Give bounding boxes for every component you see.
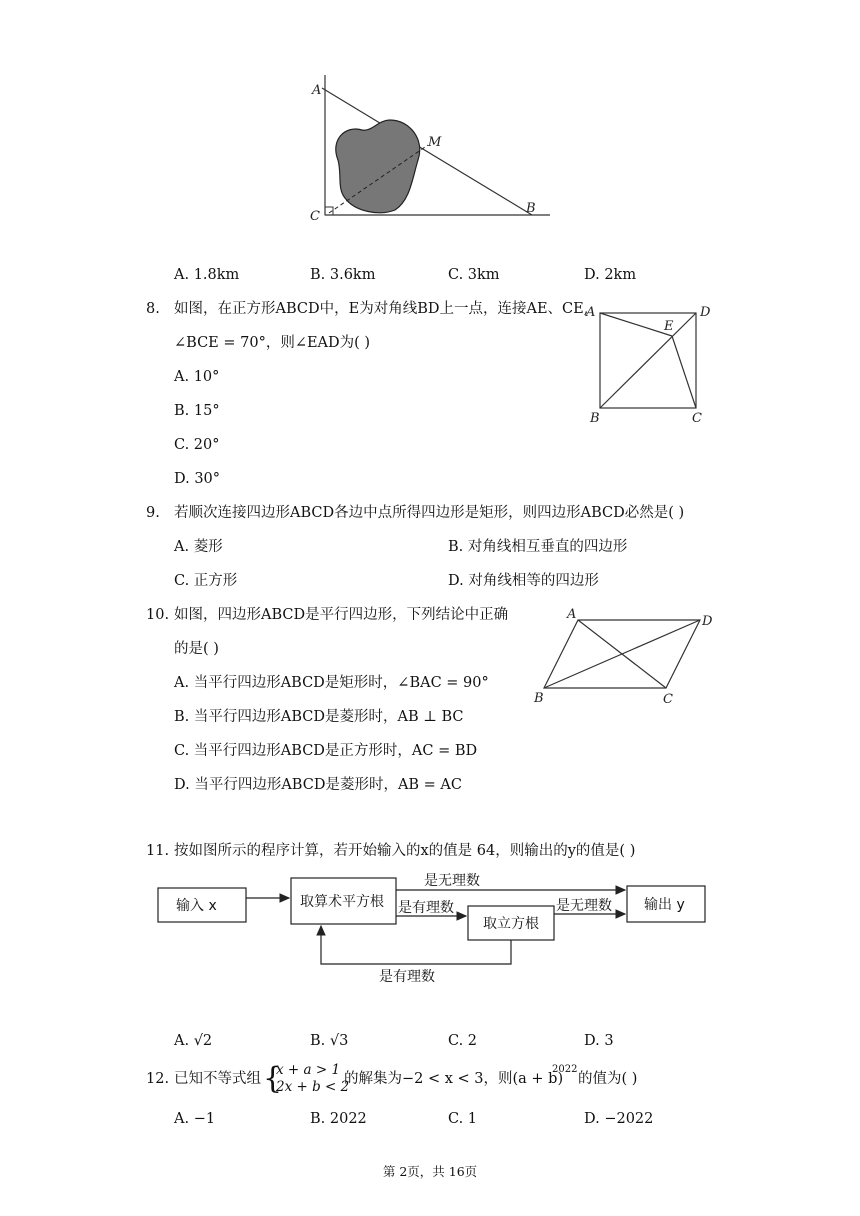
q11-text: 按如图所示的程序计算，若开始输入的x的值是 64，则输出的y的值是( ) bbox=[174, 843, 636, 859]
flow-label-rational-bottom: 是有理数 bbox=[379, 969, 435, 985]
flow-cube-box: 取立方根 bbox=[483, 916, 539, 932]
flowchart bbox=[150, 866, 715, 991]
q8-text-line2: ∠BCE = 70°，则∠EAD为( ) bbox=[174, 335, 371, 351]
pg-label-D: D bbox=[702, 614, 713, 629]
q11-option-b: B. √3 bbox=[310, 1033, 349, 1049]
flow-input-box: 输入 x bbox=[176, 898, 217, 914]
q11-option-a: A. √2 bbox=[174, 1033, 213, 1049]
sq-label-A: A bbox=[586, 305, 596, 320]
q12-system-line1: x + a > 1 bbox=[276, 1062, 341, 1078]
q7-option-d: D. 2km bbox=[584, 267, 637, 283]
q12-option-a: A. −1 bbox=[174, 1111, 216, 1127]
q12-suffix: 的解集为−2 < x < 3，则(a + b) bbox=[344, 1071, 564, 1087]
q8-option-c: C. 20° bbox=[174, 437, 220, 453]
q9-option-d: D. 对角线相等的四边形 bbox=[448, 573, 599, 589]
q11-number: 11. bbox=[146, 843, 170, 859]
q9-text: 若顺次连接四边形ABCD各边中点所得四边形是矩形，则四边形ABCD必然是( ) bbox=[174, 505, 685, 521]
q8-option-b: B. 15° bbox=[174, 403, 220, 419]
q12-option-b: B. 2022 bbox=[310, 1111, 367, 1127]
q8-number: 8. bbox=[146, 301, 160, 317]
square-figure bbox=[580, 298, 720, 428]
q11-option-c: C. 2 bbox=[448, 1033, 478, 1049]
flow-output-box: 输出 y bbox=[644, 897, 685, 913]
q12-prefix: 已知不等式组 bbox=[174, 1071, 261, 1087]
q10-option-d: D. 当平行四边形ABCD是菱形时，AB = AC bbox=[174, 777, 463, 793]
q8-text-line1: 如图，在正方形ABCD中，E为对角线BD上一点，连接AE、CE, bbox=[174, 301, 589, 317]
pg-label-B: B bbox=[534, 691, 544, 706]
q10-option-a: A. 当平行四边形ABCD是矩形时，∠BAC = 90° bbox=[174, 675, 489, 691]
page-footer: 第 2页，共 16页 bbox=[382, 1164, 478, 1179]
triangle-figure bbox=[300, 70, 560, 230]
sq-label-E: E bbox=[664, 319, 674, 334]
q8-option-d: D. 30° bbox=[174, 471, 221, 487]
label-M: M bbox=[428, 135, 442, 150]
q10-text-line2: 的是( ) bbox=[174, 641, 219, 657]
label-C: C bbox=[310, 209, 320, 224]
pg-label-C: C bbox=[663, 692, 673, 707]
flow-label-irrational-right: 是无理数 bbox=[556, 898, 612, 914]
flow-label-rational-mid: 是有理数 bbox=[398, 900, 454, 916]
q12-tail: 的值为( ) bbox=[578, 1071, 638, 1087]
q12-option-d: D. −2022 bbox=[584, 1111, 654, 1127]
q10-number: 10. bbox=[146, 607, 170, 623]
parallelogram-figure bbox=[530, 600, 720, 710]
pg-label-A: A bbox=[567, 607, 577, 622]
q7-option-b: B. 3.6km bbox=[310, 267, 376, 283]
flow-sqrt-box: 取算术平方根 bbox=[300, 894, 384, 910]
q12-number: 12. bbox=[146, 1071, 170, 1087]
q11-option-d: D. 3 bbox=[584, 1033, 614, 1049]
sq-label-B: B bbox=[590, 411, 600, 426]
q8-option-a: A. 10° bbox=[174, 369, 220, 385]
q12-system-line2: 2x + b < 2 bbox=[276, 1079, 350, 1095]
q9-number: 9. bbox=[146, 505, 160, 521]
inequality-brace: { bbox=[263, 1061, 283, 1096]
q10-text-line1: 如图，四边形ABCD是平行四边形，下列结论中正确 bbox=[174, 607, 509, 623]
label-A: A bbox=[312, 83, 322, 98]
q7-option-a: A. 1.8km bbox=[174, 267, 240, 283]
q12-exponent: 2022 bbox=[552, 1064, 578, 1075]
q7-option-c: C. 3km bbox=[448, 267, 500, 283]
q10-option-c: C. 当平行四边形ABCD是正方形时，AC = BD bbox=[174, 743, 478, 759]
label-B: B bbox=[526, 201, 536, 216]
q9-option-b: B. 对角线相互垂直的四边形 bbox=[448, 539, 628, 555]
q10-option-b: B. 当平行四边形ABCD是菱形时，AB ⊥ BC bbox=[174, 709, 464, 725]
q12-option-c: C. 1 bbox=[448, 1111, 478, 1127]
flow-label-irrational-top: 是无理数 bbox=[424, 873, 480, 889]
q9-option-a: A. 菱形 bbox=[174, 539, 223, 555]
sq-label-C: C bbox=[692, 411, 702, 426]
sq-label-D: D bbox=[700, 305, 711, 320]
q9-option-c: C. 正方形 bbox=[174, 573, 238, 589]
